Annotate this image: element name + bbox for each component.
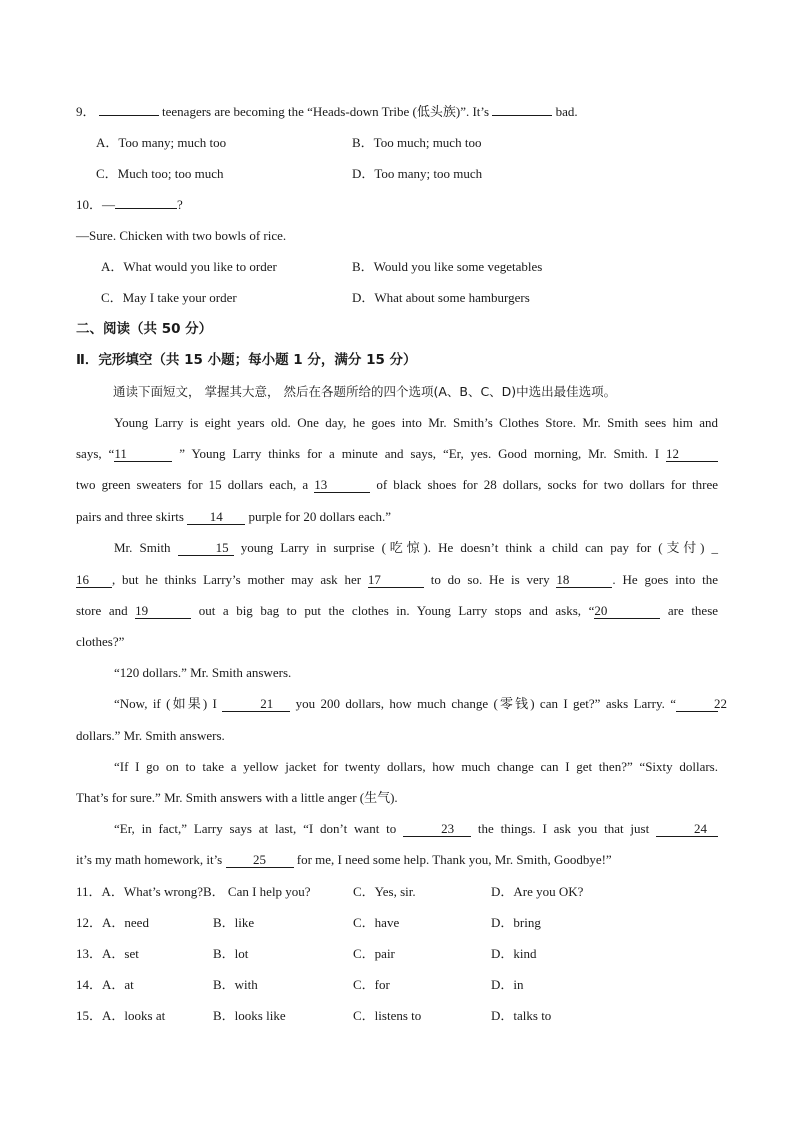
passage-line: clothes?” — [76, 634, 125, 649]
passage-text: it’s my math homework, it’s — [76, 852, 223, 867]
cloze-blank-25: 25 — [226, 853, 294, 868]
option-b: B． Can I help you? — [202, 884, 311, 899]
option-b: B．lot — [213, 946, 249, 961]
question-number: 15． — [76, 1008, 103, 1023]
passage-text: , but he thinks Larry’s mother may ask her — [112, 572, 362, 587]
subsection-heading: Ⅱ．完形填空（共 15 小题；每小题 1 分，满分 15 分） — [76, 352, 417, 368]
cloze-blank-24: 24 — [656, 822, 718, 837]
section-heading: 二、阅读（共 50 分） — [76, 321, 213, 337]
passage-line: “If I go on to take a yellow jacket for twenty dollars, how much change can I get then?” “Sixty dollars. — [114, 759, 718, 774]
option-d: D．Too many; too much — [352, 166, 483, 181]
option-d: D．Are you OK? — [491, 884, 584, 899]
option-a: A．looks at — [102, 1008, 166, 1023]
question-text: teenagers are becoming the “Heads-down Tribe (低头族)”. It’s — [162, 104, 490, 119]
option-a: A．Too many; much too — [96, 135, 227, 150]
option-c: C．May I take your order — [101, 290, 237, 305]
answer-row-13 — [76, 945, 139, 963]
option-a: A．What’s wrong? — [101, 884, 203, 899]
dialogue-reply: —Sure. Chicken with two bowls of rice. — [76, 228, 287, 243]
question-text: bad. — [555, 104, 578, 119]
question-number: 14． — [76, 977, 103, 992]
passage-text: “Now, if (如果) I — [114, 696, 217, 711]
cloze-blank-20: 20 — [594, 604, 660, 619]
answer-row-14 — [76, 976, 134, 994]
passage-line: dollars.” Mr. Smith answers. — [76, 728, 225, 743]
passage-text: two green sweaters for 15 dollars each, a — [76, 477, 309, 492]
option-c: C．listens to — [353, 1008, 422, 1023]
option-b: B．looks like — [213, 1008, 286, 1023]
passage-line — [76, 820, 718, 838]
option-b: B．like — [213, 915, 255, 930]
passage-text: “Er, in fact,” Larry says at last, “I don’t want to — [114, 821, 397, 836]
passage-line — [76, 508, 391, 526]
answer-blank — [99, 115, 159, 116]
passage-line — [76, 602, 718, 620]
passage-text: ” Young Larry thinks for a minute and says, “Er, yes. Good morning, Mr. Smith. I — [179, 446, 660, 461]
answer-row-11 — [76, 883, 311, 901]
cloze-blank-13: 13 — [314, 478, 370, 493]
option-c: C．pair — [353, 946, 395, 961]
passage-text: Mr. Smith — [114, 540, 171, 555]
option-b: B．with — [213, 977, 258, 992]
passage-line — [76, 851, 612, 869]
option-c: C．Much too; too much — [96, 166, 224, 181]
passage-line — [76, 476, 718, 494]
option-a: A．at — [102, 977, 134, 992]
option-d: D．in — [491, 977, 524, 992]
cloze-blank-12: 12 — [666, 447, 718, 462]
question-9-stem — [76, 103, 578, 121]
passage-line: That’s for sure.” Mr. Smith answers with a little anger (生气). — [76, 790, 398, 805]
option-c: C．for — [353, 977, 390, 992]
option-b: B．Too much; much too — [352, 135, 482, 150]
cloze-blank-23: 23 — [403, 822, 471, 837]
passage-text: the things. I ask you that just — [477, 821, 650, 836]
cloze-blank-11: 11 — [114, 447, 172, 462]
question-number: 10．— — [76, 197, 116, 212]
question-number: 12． — [76, 915, 103, 930]
option-a: A．need — [102, 915, 149, 930]
option-d: D．kind — [491, 946, 537, 961]
question-mark: ? — [177, 197, 183, 212]
answer-row-12 — [76, 914, 149, 932]
option-b: B．Would you like some vegetables — [352, 259, 543, 274]
passage-text: are these — [667, 603, 719, 618]
option-c: C．Yes, sir. — [353, 884, 416, 899]
passage-text: for me, I need some help. Thank you, Mr. Smith, Goodbye!” — [296, 852, 612, 867]
passage-text: you 200 dollars, how much change (零钱) can I get?” asks Larry. “ — [295, 696, 676, 711]
question-number: 11． — [76, 884, 102, 899]
passage-text: . He goes into the — [612, 572, 719, 587]
answer-blank — [115, 208, 177, 209]
option-a: A．What would you like to order — [101, 259, 277, 274]
cloze-blank-21: 21 — [222, 697, 290, 712]
cloze-blank-18: 18 — [556, 573, 612, 588]
passage-line — [76, 539, 718, 557]
passage-text: of black shoes for 28 dollars, socks for two dollars for three — [376, 477, 719, 492]
passage-line — [76, 571, 718, 589]
cloze-blank-19: 19 — [135, 604, 191, 619]
option-d: D．What about some hamburgers — [352, 290, 530, 305]
option-c: C．have — [353, 915, 400, 930]
passage-text: out a big bag to put the clothes in. Young Larry stops and asks, “ — [198, 603, 595, 618]
passage-line — [76, 445, 718, 463]
passage-text: says, “ — [76, 446, 115, 461]
question-number: 13． — [76, 946, 103, 961]
passage-line: Young Larry is eight years old. One day, he goes into Mr. Smith’s Clothes Store. Mr. Smith sees him and — [114, 415, 718, 430]
cloze-blank-22: 22 — [676, 697, 718, 712]
instructions: 通读下面短文， 掌握其大意， 然后在各题所给的四个选项(A、B、C、D)中选出最佳选项。 — [113, 384, 617, 399]
cloze-blank-15: 15 — [178, 541, 234, 556]
option-d: D．bring — [491, 915, 541, 930]
cloze-blank-14: 14 — [187, 510, 245, 525]
option-a: A．set — [102, 946, 139, 961]
question-number: 9． — [76, 104, 96, 119]
cloze-blank-17: 17 — [368, 573, 424, 588]
passage-line — [76, 695, 727, 713]
passage-text: to do so. He is very — [430, 572, 550, 587]
option-d: D．talks to — [491, 1008, 552, 1023]
answer-blank — [492, 115, 552, 116]
cloze-blank-16: 16 — [76, 573, 112, 588]
question-10-stem — [76, 196, 183, 214]
passage-text: pairs and three skirts — [76, 509, 184, 524]
passage-text: store and — [76, 603, 128, 618]
passage-text: purple for 20 dollars each.” — [248, 509, 392, 524]
answer-row-15 — [76, 1007, 165, 1025]
passage-text: young Larry in surprise (吃惊). He doesn’t think a child can pay for (支付) _ — [240, 540, 718, 555]
passage-line: “120 dollars.” Mr. Smith answers. — [114, 665, 292, 680]
